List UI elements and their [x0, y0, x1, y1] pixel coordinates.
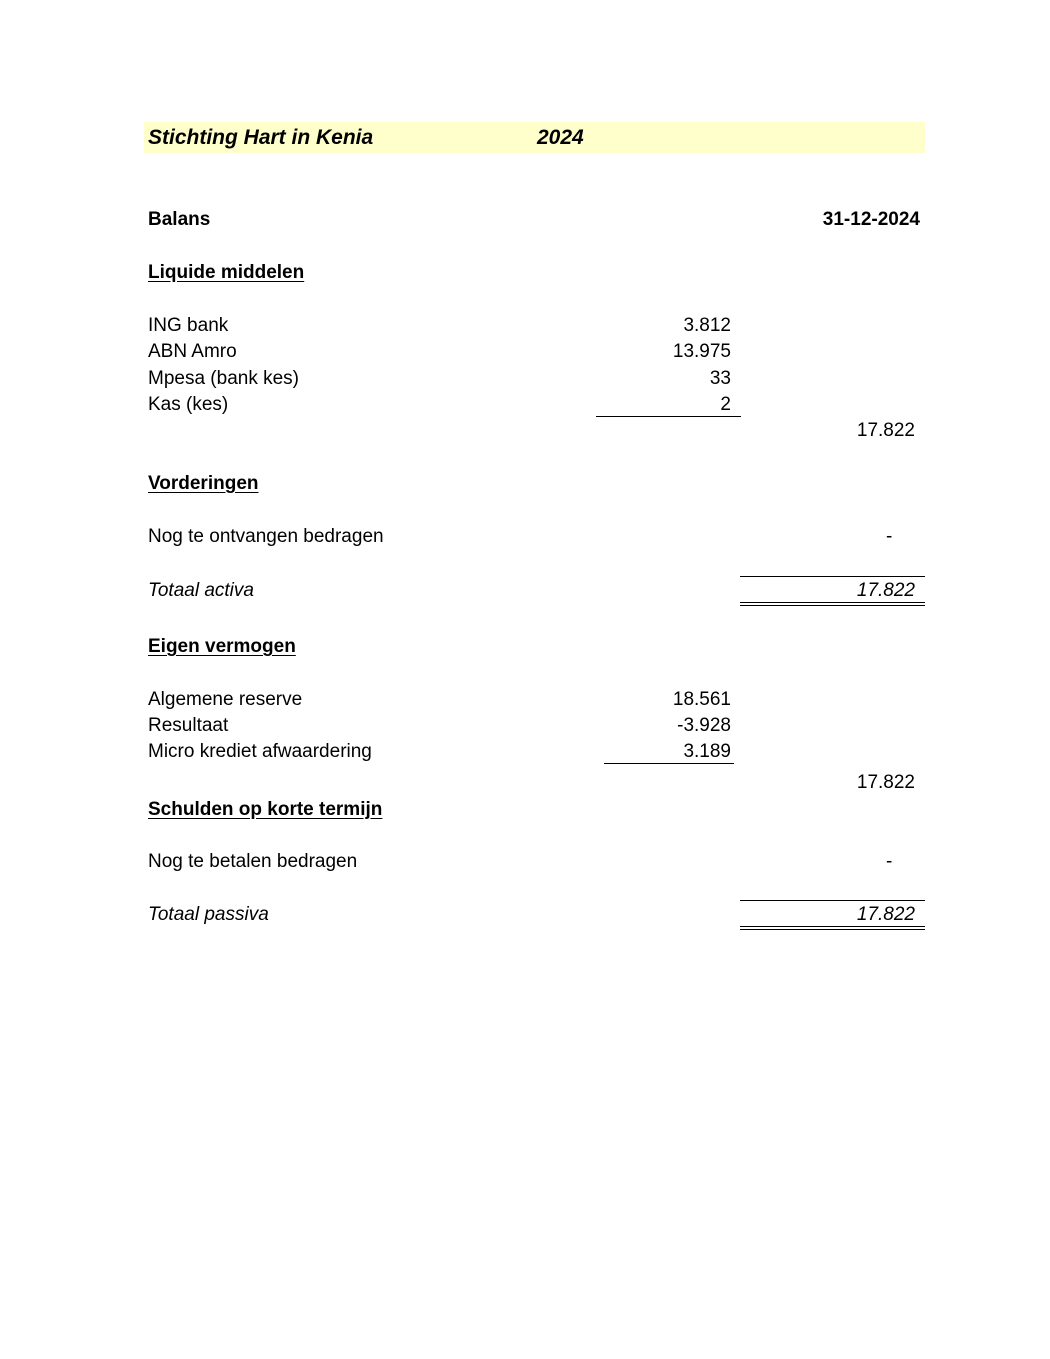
liquid-assets-subtotal: 17.822	[856, 420, 915, 441]
subtotal-rule	[604, 763, 734, 764]
line-item-label: Nog te ontvangen bedragen	[148, 526, 384, 547]
section-heading-short-term-debts: Schulden op korte termijn	[148, 799, 383, 820]
line-item-label: Kas (kes)	[148, 394, 229, 415]
line-item-label: Mpesa (bank kes)	[148, 368, 300, 389]
line-item-value: 3.189	[683, 741, 731, 762]
total-top-rule	[740, 576, 925, 577]
balance-title: Balans	[148, 209, 211, 230]
section-heading-receivables: Vorderingen	[148, 473, 259, 494]
line-item-label: Micro krediet afwaardering	[148, 741, 372, 762]
line-item-label: Nog te betalen bedragen	[148, 851, 358, 872]
total-top-rule	[740, 900, 925, 901]
line-item-label: Resultaat	[148, 715, 229, 736]
total-double-rule	[740, 602, 925, 606]
report-year: 2024	[537, 126, 584, 149]
subtotal-rule	[596, 416, 741, 417]
total-assets-label: Totaal activa	[148, 580, 254, 601]
line-item-label: ING bank	[148, 315, 229, 336]
line-item-value: 3.812	[683, 315, 731, 336]
total-double-rule	[740, 926, 925, 930]
total-liabilities-label: Totaal passiva	[148, 904, 269, 925]
section-heading-equity: Eigen vermogen	[148, 636, 296, 657]
line-item-value: -	[886, 851, 893, 872]
equity-subtotal: 17.822	[856, 772, 915, 793]
line-item-value: -3.928	[677, 715, 731, 736]
line-item-value: -	[886, 526, 893, 547]
total-liabilities-value: 17.822	[856, 904, 915, 925]
organization-name: Stichting Hart in Kenia	[148, 126, 374, 149]
line-item-value: 18.561	[672, 689, 731, 710]
line-item-value: 2	[720, 394, 731, 415]
line-item-label: ABN Amro	[148, 341, 237, 362]
line-item-value: 33	[709, 368, 731, 389]
section-heading-liquid-assets: Liquide middelen	[148, 262, 305, 283]
balance-date: 31-12-2024	[822, 209, 920, 230]
total-assets-value: 17.822	[856, 580, 915, 601]
line-item-value: 13.975	[672, 341, 731, 362]
line-item-label: Algemene reserve	[148, 689, 303, 710]
